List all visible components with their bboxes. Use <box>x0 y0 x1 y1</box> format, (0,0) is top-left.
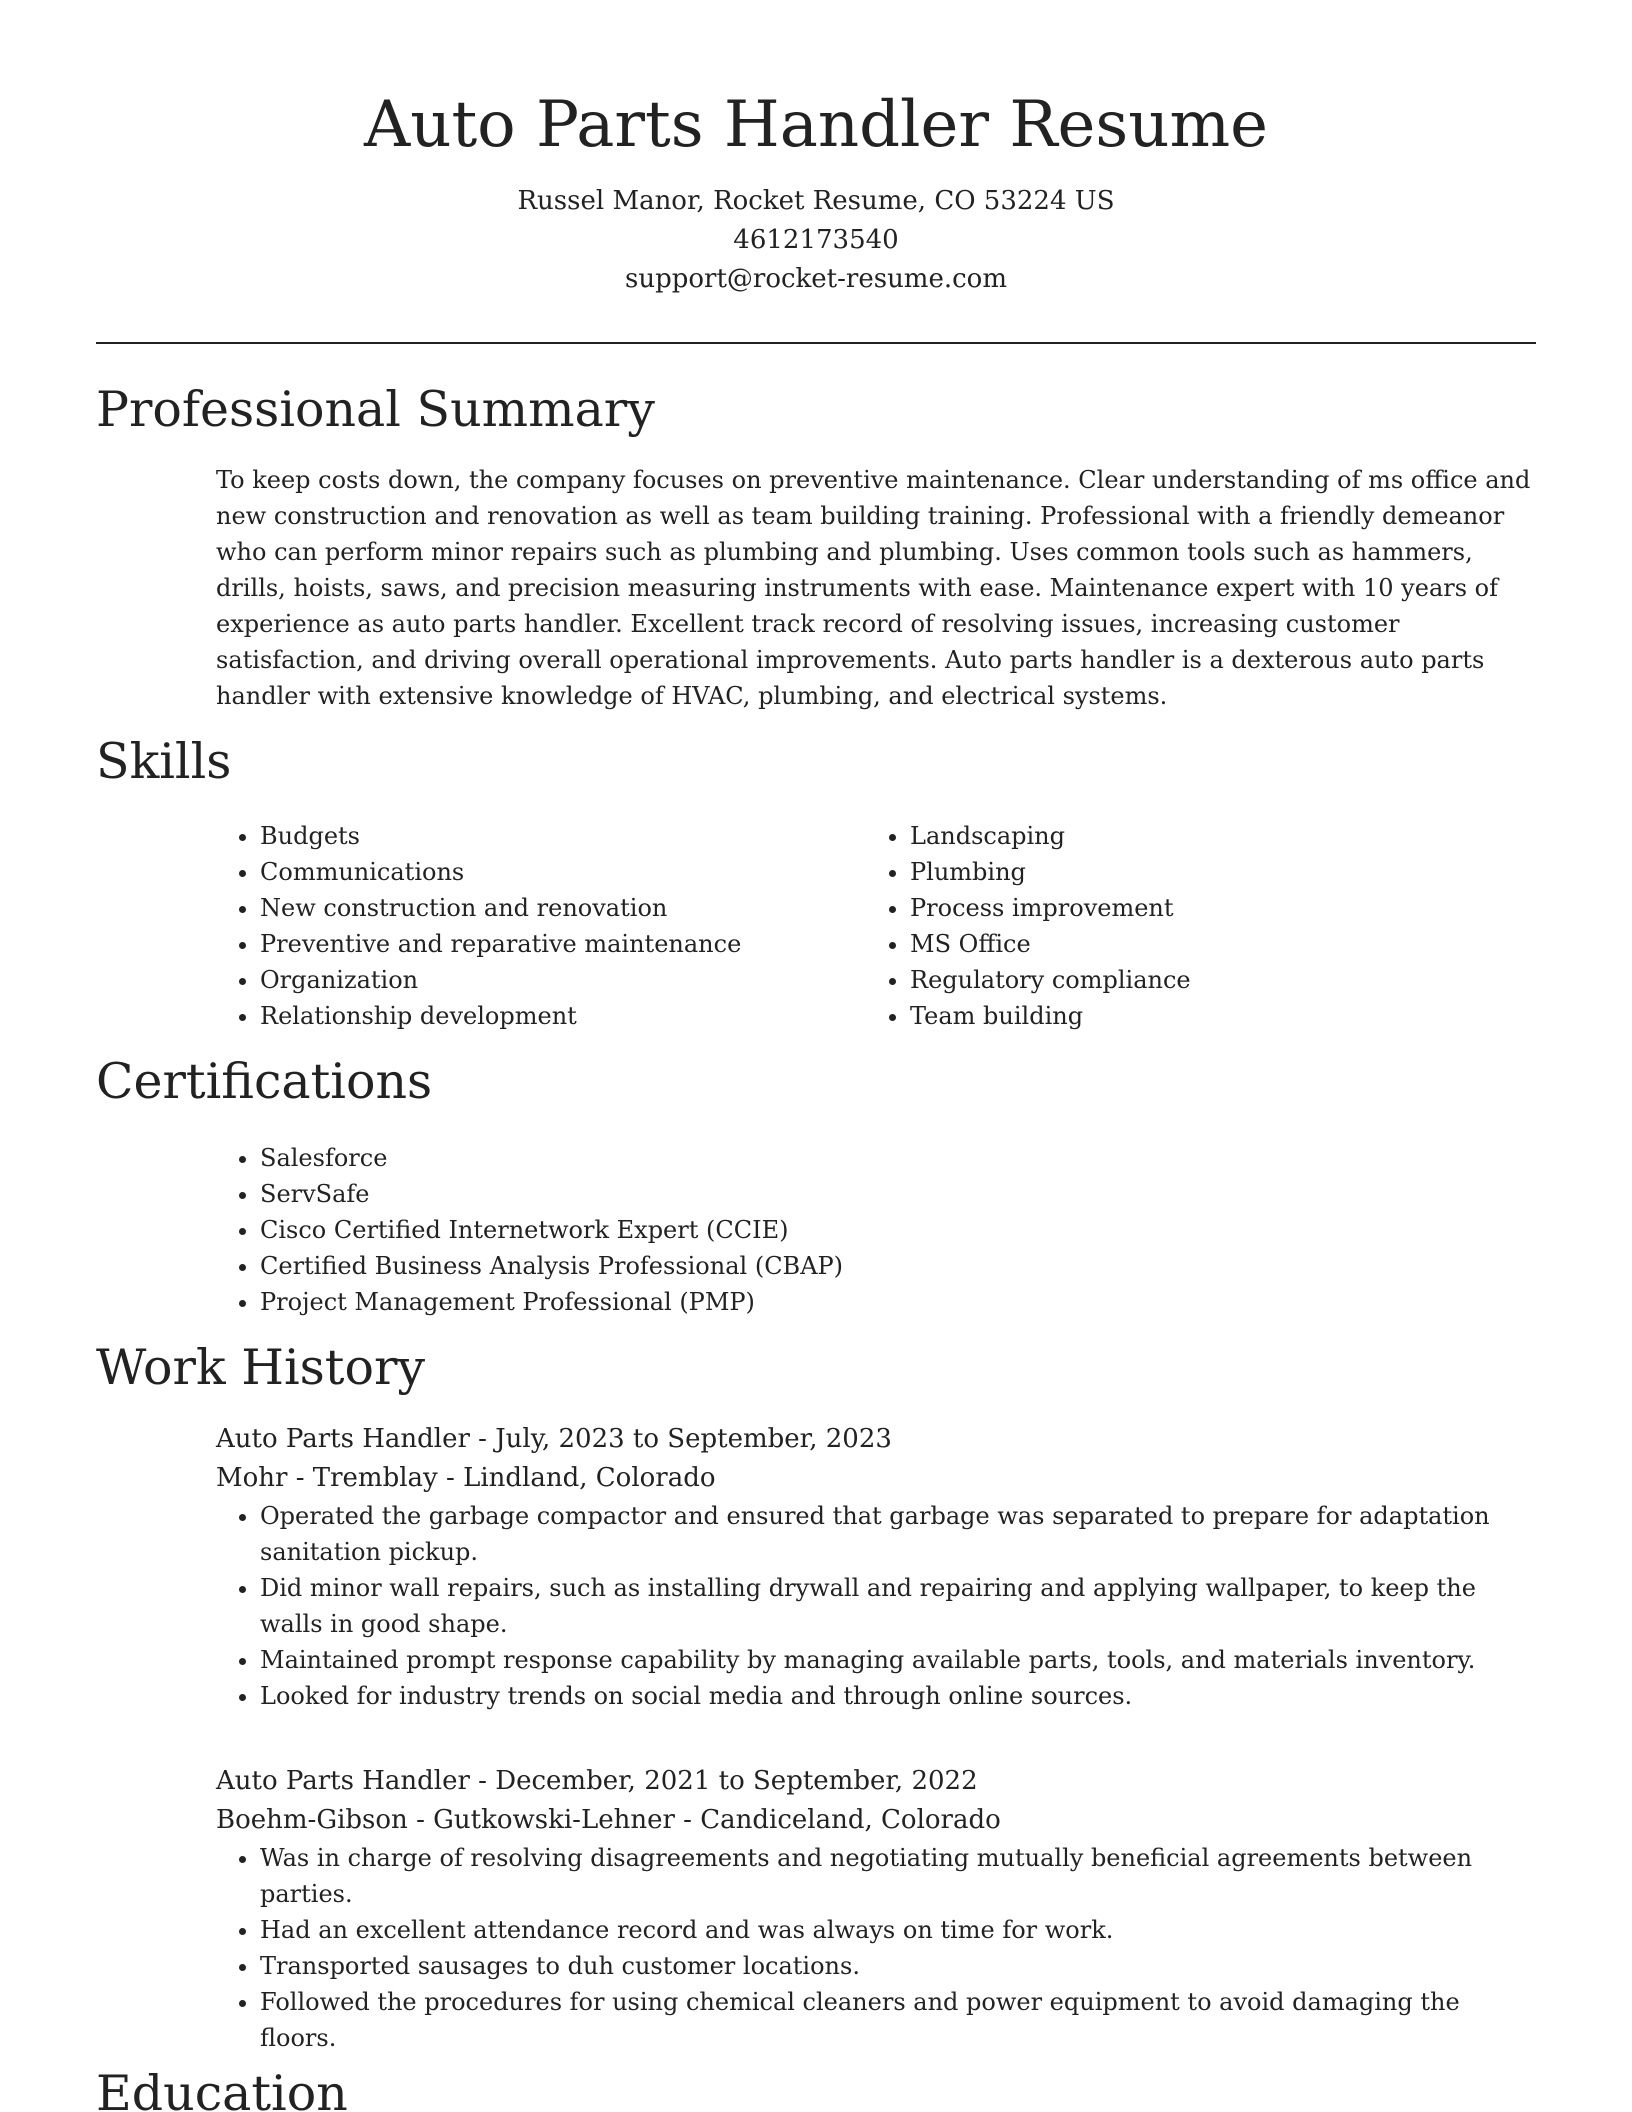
job-duty: • Maintained prompt response capability by managing available parts, tools, and materials inventory. <box>260 1642 1536 1678</box>
skills-column-right <box>866 818 1486 1034</box>
job-location: Candiceland, Colorado <box>700 1805 1001 1835</box>
job-company: Mohr - Tremblay <box>216 1463 438 1493</box>
skill-item: • Budgets <box>260 818 836 854</box>
certifications-list <box>216 1140 1516 1320</box>
work-history-heading: Work History <box>96 1339 426 1396</box>
skill-item: • Process improvement <box>910 890 1486 926</box>
skill-item: • Organization <box>260 962 836 998</box>
certification-item: • Certified Business Analysis Professional (CBAP) <box>260 1248 1516 1284</box>
certification-item: • Project Management Professional (PMP) <box>260 1284 1516 1320</box>
job-duty: • Did minor wall repairs, such as installing drywall and repairing and applying wallpaper, to keep the walls in good shape. <box>260 1570 1536 1642</box>
job-duty: • Had an excellent attendance record and was always on time for work. <box>260 1912 1536 1948</box>
job-title: Auto Parts Handler <box>216 1766 470 1796</box>
contact-address: Russel Manor, Rocket Resume, CO 53224 US <box>517 186 1115 216</box>
skill-item: • Landscaping <box>910 818 1486 854</box>
job-title: Auto Parts Handler <box>216 1424 470 1454</box>
job-duty: • Transported sausages to duh customer locations. <box>260 1948 1536 1984</box>
education-heading: Education <box>96 2065 348 2112</box>
job-dates: December, 2021 to September, 2022 <box>495 1766 978 1796</box>
job-duty: • Followed the procedures for using chemical cleaners and power equipment to avoid damaging the floors. <box>260 1984 1536 2056</box>
certifications-block <box>216 1140 1516 1320</box>
contact-email: support@rocket-resume.com <box>624 264 1007 294</box>
skills-column-left <box>216 818 836 1034</box>
job-title-line <box>216 1420 1536 1459</box>
skill-item: • MS Office <box>910 926 1486 962</box>
resume-header <box>96 80 1536 299</box>
job-company: Boehm-Gibson - Gutkowski-Lehner <box>216 1805 675 1835</box>
skills-list-right <box>866 818 1486 1034</box>
certification-item: • Cisco Certified Internetwork Expert (CCIE) <box>260 1212 1516 1248</box>
job-company-line <box>216 1459 1536 1498</box>
job-duty: • Looked for industry trends on social media and through online sources. <box>260 1678 1536 1714</box>
job-entry <box>216 1762 1536 2056</box>
contact-block <box>96 182 1536 299</box>
job-duties-list <box>216 1840 1536 2056</box>
header-divider <box>96 342 1536 344</box>
resume-title: Auto Parts Handler Resume <box>364 88 1268 162</box>
certification-item: • ServSafe <box>260 1176 1516 1212</box>
job-separator: - <box>478 1766 496 1796</box>
job-company-line <box>216 1801 1536 1840</box>
job-duty: • Was in charge of resolving disagreements and negotiating mutually beneficial agreements between parties. <box>260 1840 1536 1912</box>
job-duties-list <box>216 1498 1536 1714</box>
skills-list-left <box>216 818 836 1034</box>
job-title-line <box>216 1762 1536 1801</box>
certification-item: • Salesforce <box>260 1140 1516 1176</box>
skill-item: • Plumbing <box>910 854 1486 890</box>
job-separator: - <box>446 1463 464 1493</box>
skill-item: • Communications <box>260 854 836 890</box>
skills-heading: Skills <box>96 733 232 790</box>
skill-item: • New construction and renovation <box>260 890 836 926</box>
certifications-heading: Certifications <box>96 1053 433 1110</box>
skill-item: • Preventive and reparative maintenance <box>260 926 836 962</box>
job-duty: • Operated the garbage compactor and ensured that garbage was separated to prepare for adaptation sanitation pickup. <box>260 1498 1536 1570</box>
skill-item: • Regulatory compliance <box>910 962 1486 998</box>
job-location: Lindland, Colorado <box>463 1463 716 1493</box>
job-dates: July, 2023 to September, 2023 <box>495 1424 892 1454</box>
job-separator: - <box>478 1424 496 1454</box>
skill-item: • Relationship development <box>260 998 836 1034</box>
job-entry <box>216 1420 1536 1714</box>
contact-phone: 4612173540 <box>733 225 899 255</box>
summary-text: To keep costs down, the company focuses on preventive maintenance. Clear understanding of ms office and new construction and renovation as well as team building training. Professional with a friendly demeanor who can perform minor repairs such as plumbing and plumbing. Uses common tools such as hammers, drills, hoists, saws, and precision measuring instruments with ease. Maintenance expert with 10 years of experience as auto parts handler. Excellent track record of resolving issues, increasing customer satisfaction, and driving overall operational improvements. Auto parts handler is a dexterous auto parts handler with extensive knowledge of HVAC, plumbing, and electrical systems. <box>216 466 1531 710</box>
summary-heading: Professional Summary <box>96 381 655 438</box>
skill-item: • Team building <box>910 998 1486 1034</box>
job-separator: - <box>683 1805 701 1835</box>
